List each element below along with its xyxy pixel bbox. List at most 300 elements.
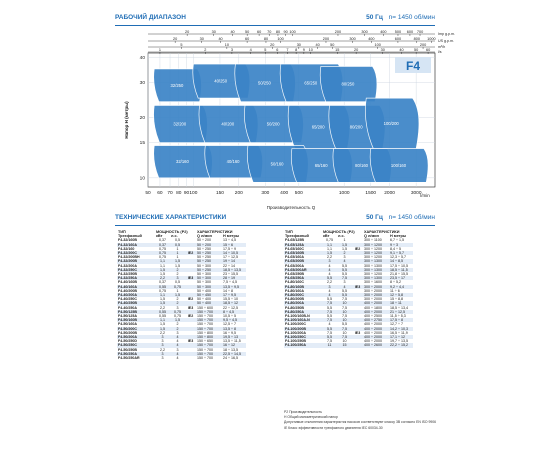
cell-kw: 1,5 <box>160 297 165 302</box>
cell-q: 150 ÷ 600 <box>197 305 213 310</box>
cell-kw: 5,5 <box>322 276 337 280</box>
chart-top-axes <box>148 30 455 54</box>
cell-h: 12,3 ÷ 5,7 <box>390 255 406 260</box>
x-tick-label: 100 <box>189 191 198 196</box>
cell-hp: 1,5 <box>170 259 185 263</box>
cell-model: F4-32/250A <box>117 276 155 280</box>
cell-ie: IE2 <box>185 251 196 255</box>
region-label: 80/200 <box>349 124 363 130</box>
cell-kw: 1,5 <box>160 322 165 327</box>
th-char-r: ХАРАКТЕРИСТИКИ <box>364 230 400 234</box>
cell-kw: 3 <box>155 352 170 356</box>
y-tick-label: 15 <box>139 141 145 147</box>
x-tick-label: 2000 <box>384 191 395 196</box>
cell-q: 50 ÷ 400 <box>196 301 222 305</box>
cell-h: 17,5 ÷ 9 <box>223 246 236 251</box>
top-tick-label: 300 <box>361 29 368 34</box>
cell-hp: 7,5 <box>337 276 352 280</box>
x-tick-label: 500 <box>294 191 303 196</box>
cell-q: 300 ÷ 1300 <box>363 259 389 263</box>
cell-q: 150 ÷ 700 <box>196 343 222 347</box>
cell-model: F4-32/200A <box>118 263 137 268</box>
cell-model: F4-50/160A <box>118 322 137 327</box>
cell-model: F4-40/250B <box>117 301 155 305</box>
cell-q: 300 ÷ 1100 <box>364 238 382 243</box>
cell-h: 15 ÷ 8,8 <box>390 297 403 302</box>
th-tri: Трехфазный <box>118 234 142 239</box>
cell-kw: 1,1 <box>155 293 170 297</box>
cell-hp: 2 <box>170 327 185 331</box>
cell-h: 17,5 ÷ 10,5 <box>390 263 408 268</box>
cell-h: 8,4 ÷ 5 <box>390 246 401 251</box>
region-label: 100/200 <box>383 120 399 126</box>
cell-h: 21,8 ÷ 15,5 <box>390 272 408 277</box>
top-tick-label: 60 <box>245 36 250 41</box>
top-tick-label: 100 <box>277 36 284 41</box>
cell-model: F4-50/125A <box>118 314 137 319</box>
cell-model: F4-32/250C <box>117 268 155 272</box>
th-kw-r: кВт <box>323 234 330 239</box>
cell-hp: 15 <box>337 343 352 347</box>
cell-model: F4-50/250D <box>118 339 137 344</box>
cell-kw: 2,2 <box>327 280 332 285</box>
cell-hp: 4 <box>170 352 185 356</box>
cell-q: 400 ÷ 1800 <box>364 305 382 310</box>
top-tick-label: 50 <box>330 42 335 47</box>
cell-model: F4-65/160B <box>284 251 322 255</box>
cell-model: F4-40/250C <box>118 297 137 302</box>
cell-kw: 2,2 <box>160 347 165 352</box>
cell-model: F4-32/200C <box>117 251 155 255</box>
top-tick-label: 30 <box>296 42 301 47</box>
cell-ie: IE2 <box>187 314 194 319</box>
cell-model: F4-40/200B <box>118 288 137 293</box>
cell-kw: 11 <box>322 343 337 347</box>
top-tick-label: 100 <box>374 42 381 47</box>
cell-h: 18 ÷ 11 <box>389 301 413 305</box>
cell-h: 12 ÷ 5,8 <box>389 293 413 297</box>
top-tick-label: 20 <box>270 42 275 47</box>
cell-h: 24 ÷ 16,5 <box>223 356 238 361</box>
cell-q: 400 ÷ 2000 <box>363 310 389 314</box>
cell-h: 8 ÷ 4,5 <box>222 310 246 314</box>
top-tick-label: 700 <box>416 29 424 34</box>
cell-model: F4-65/160C <box>285 246 304 251</box>
cell-h: 18 ÷ 13,5 <box>223 347 238 352</box>
cell-model: F4-32/250B <box>118 272 137 277</box>
cell-model: F4-32/160A <box>117 243 155 247</box>
cell-model: F4-80/160B <box>284 285 322 289</box>
cell-model: F4-80/200B <box>285 297 304 302</box>
cell-hp: 1 <box>343 238 346 243</box>
region-label: 80/250 <box>341 81 355 87</box>
top-tick-label: 200 <box>419 42 427 47</box>
cell-h: 9,5 ÷ 4,5 <box>222 318 246 322</box>
x-axis-label: Производительность Q <box>266 205 316 210</box>
cell-model: F4-100/160B-N <box>285 314 310 319</box>
cell-q: 300 ÷ 1300 <box>364 263 382 268</box>
cell-kw: 0,55 <box>155 285 170 289</box>
cell-hp: 5,5 <box>342 322 347 327</box>
cell-hp: 2 <box>176 272 179 277</box>
top-unit-ls: l/s <box>438 50 442 54</box>
region-label: 50/200 <box>266 121 280 127</box>
cell-h: 14 ÷ 10,5 <box>222 251 246 255</box>
cell-hp: 2 <box>337 251 352 255</box>
th-q-r: Q л/мин <box>364 234 379 239</box>
region-label: 40/200 <box>221 121 235 127</box>
cell-q: 150 ÷ 700 <box>196 327 222 331</box>
cell-h: 11,5 ÷ 5,3 <box>390 314 406 319</box>
top-tick-label: 15 <box>335 47 340 52</box>
cell-model: F4-32/160B <box>118 238 137 243</box>
cell-kw: 5,5 <box>327 297 332 302</box>
cell-kw: 0,75 <box>159 246 166 251</box>
cell-q: 150 ÷ 700 <box>196 318 222 322</box>
cell-q: 300 ÷ 1200 <box>363 251 389 255</box>
cell-q: 50 ÷ 250 <box>196 251 222 255</box>
cell-q: 50 ÷ 250 <box>197 246 211 251</box>
cell-hp: 1 <box>176 288 179 293</box>
x-tick-label: 150 <box>215 191 224 196</box>
cell-hp: 10 <box>337 301 352 305</box>
cell-kw: 4 <box>328 263 331 268</box>
top-tick-label: 20 <box>185 29 190 34</box>
cell-h: 16 ÷ 9,5 <box>223 330 236 335</box>
cell-kw: 1,5 <box>160 272 165 277</box>
th-type-r: ТИП <box>285 230 293 234</box>
x-tick-label: 1000 <box>338 191 350 196</box>
cell-hp: 1,5 <box>170 318 185 322</box>
cell-hp: 10 <box>342 330 347 335</box>
cell-kw: 1,1 <box>322 243 337 247</box>
cell-model: F4-80/200C <box>284 293 322 297</box>
x-tick-label: 80 <box>176 191 182 196</box>
cell-q: 50 ÷ 200 <box>196 243 222 247</box>
cell-q: 150 ÷ 700 <box>196 310 222 314</box>
cell-kw: 0,55 <box>155 310 170 314</box>
cell-model: F4-65/160A <box>285 255 304 260</box>
th-hp: л.с. <box>171 234 178 239</box>
cell-model: F4-50/200A <box>117 335 155 339</box>
cell-q: 300 ÷ 2000 <box>364 297 382 302</box>
x-unit-label: l/min <box>420 193 430 198</box>
y-tick-label: 20 <box>139 116 145 122</box>
cell-model: F4-100/160A-N <box>284 318 322 322</box>
y-axis-label: Напор H (метры) <box>124 101 129 139</box>
cell-kw: 4 <box>322 293 337 297</box>
cell-hp: 2 <box>176 322 179 327</box>
cell-q: 50 ÷ 200 <box>197 238 211 243</box>
cell-hp: 3 <box>176 305 179 310</box>
cell-q: 400 ÷ 2000 <box>363 327 389 331</box>
cell-model: F4-100/250A <box>284 343 322 347</box>
cell-hp: 3 <box>343 280 346 285</box>
cell-h: 8 ÷ 5,2 <box>390 280 401 285</box>
badge-text: F4 <box>405 59 421 73</box>
cell-hp: 7,5 <box>342 305 347 310</box>
cell-q: 300 ÷ 2000 <box>363 285 389 289</box>
cell-q: 300 ÷ 1300 <box>363 268 389 272</box>
x-tick-label: 3000 <box>410 191 422 196</box>
cell-h: 9 ÷ 3 <box>389 243 413 247</box>
cell-model: F4-65/125A <box>284 243 322 247</box>
cell-q: 150 ÷ 700 <box>197 314 213 319</box>
top-tick-label: 400 <box>380 29 387 34</box>
top-tick-label: 30 <box>211 29 216 34</box>
range-title: РАБОЧИЙ ДИАПАЗОН <box>115 14 186 21</box>
cell-ie: IE2 <box>354 246 361 251</box>
cell-hp: 4 <box>337 259 352 263</box>
top-unit-impgpm: Imp g.p.m. <box>438 32 455 36</box>
cell-model: F4-50/160B <box>117 318 155 322</box>
th-q: Q л/мин <box>197 234 212 239</box>
cell-hp: 0,75 <box>170 310 185 314</box>
cell-kw: 1,5 <box>155 327 170 331</box>
cell-q: 50 ÷ 300 <box>197 272 211 277</box>
cell-q: 400 ÷ 2500 <box>364 314 382 319</box>
th-hp-r: л.с. <box>338 234 345 239</box>
cell-kw: 4 <box>322 268 337 272</box>
cell-h: 15 ÷ 6 <box>222 243 246 247</box>
cell-kw: 2,2 <box>160 305 165 310</box>
top-tick-label: 50 <box>245 29 250 34</box>
cell-h: 13,5 ÷ 8 <box>222 327 246 331</box>
cell-q: 50 ÷ 300 <box>196 276 222 280</box>
cell-kw: 5,5 <box>322 335 337 339</box>
y-tick-label: 10 <box>139 176 145 182</box>
cell-h: 11 ÷ 6 <box>390 288 400 293</box>
top-tick-label: 8 <box>295 47 298 52</box>
region-label: 65/160 <box>314 162 328 168</box>
top-tick-label: 30 <box>199 36 204 41</box>
cell-kw: 0,75 <box>326 238 333 243</box>
top-tick-label: 1 <box>158 47 162 52</box>
cell-model: F4-100/200B <box>284 327 322 331</box>
cell-h: 19,5 ÷ 13 <box>222 335 246 339</box>
cell-model: F4-50/250AR <box>118 356 140 361</box>
region-label: 40/250 <box>214 78 228 84</box>
cell-hp: 1 <box>176 246 179 251</box>
cell-q: 50 ÷ 300 <box>197 263 211 268</box>
range-rpm: n= 1450 об/мин <box>388 14 435 21</box>
top-tick-label: 40 <box>315 42 320 47</box>
cell-kw: 1,5 <box>322 251 337 255</box>
note-line: Допустимые отклонения характеристик насосов соответствуют классу 3B согласно EN ISO 9906 <box>284 420 437 425</box>
cell-ie <box>185 356 196 360</box>
x-tick-label: 300 <box>261 191 270 196</box>
cell-q: 50 ÷ 250 <box>196 259 222 263</box>
cell-q: 150 ÷ 700 <box>196 352 222 356</box>
cell-ie: IE3 <box>185 276 196 280</box>
top-tick-label: 40 <box>230 29 235 34</box>
cell-hp: 5,5 <box>337 268 352 272</box>
cell-q: 300 ÷ 2000 <box>364 288 382 293</box>
cell-q: 150 ÷ 700 <box>197 356 213 361</box>
cell-q: 300 ÷ 1200 <box>364 255 382 260</box>
cell-kw: 3 <box>155 335 170 339</box>
cell-q: 50 ÷ 400 <box>197 288 211 293</box>
cell-h: 10,5 ÷ 5 <box>223 314 236 319</box>
cell-h: 22 ÷ 14 <box>223 263 235 268</box>
top-tick-label: 60 <box>425 47 431 52</box>
cell-model: F4-80/250B <box>285 305 304 310</box>
cell-hp: 0,5 <box>175 280 180 285</box>
cell-h: 7,5 ÷ 4,5 <box>223 280 237 285</box>
cell-model: F4-100/250C <box>284 335 322 339</box>
cell-h: 17 ÷ 12,5 <box>223 255 238 260</box>
cell-kw: 2,2 <box>327 255 332 260</box>
cell-model: F4-50/250C <box>117 343 155 347</box>
cell-kw: 1,5 <box>155 301 170 305</box>
cell-h: 21 ÷ 12,5 <box>389 310 413 314</box>
cell-h: 19,7 ÷ 13,5 <box>390 339 408 344</box>
top-tick-label: 20 <box>173 36 178 41</box>
cell-ie <box>352 343 363 347</box>
cell-hp: 10 <box>337 318 352 322</box>
cell-kw: 7,5 <box>322 301 337 305</box>
cell-hp: 1,5 <box>175 263 180 268</box>
top-tick-label: 80 <box>275 29 281 34</box>
cell-hp: 7,5 <box>342 297 347 302</box>
cell-kw: 0,75 <box>159 255 166 260</box>
cell-kw: 7,5 <box>327 330 332 335</box>
cell-kw: 1,5 <box>155 268 170 272</box>
cell-h: 6,7 ÷ 1,5 <box>390 238 404 243</box>
cell-ie: IE3 <box>187 339 194 344</box>
th-tri-r: Трехфазный <box>285 234 309 239</box>
notes-block <box>284 410 444 431</box>
cell-kw: 0,75 <box>159 288 166 293</box>
cell-kw: 4 <box>328 288 331 293</box>
cell-hp: 4 <box>176 339 179 344</box>
cell-hp: 7,5 <box>342 314 347 319</box>
cell-h: 28 ÷ 19 <box>222 276 246 280</box>
cell-q: 50 ÷ 450 <box>196 293 222 297</box>
cell-q: 300 ÷ 2000 <box>363 293 389 297</box>
cell-h: 9,2 ÷ 4,4 <box>389 285 413 289</box>
cell-hp: 1,5 <box>170 293 185 297</box>
cell-q: 400 ÷ 2000 <box>364 339 382 344</box>
cell-model: F4-80/200A <box>284 301 322 305</box>
cell-model: F4-100/200A <box>285 330 306 335</box>
cell-q: 50 ÷ 250 <box>197 255 211 260</box>
x-tick-label: 1500 <box>365 191 377 196</box>
cell-model: F4-40/160B <box>118 280 137 285</box>
cell-kw: 3 <box>161 339 164 344</box>
cell-hp: 1 <box>170 251 185 255</box>
cell-h: 13,5 ÷ 9,5 <box>222 285 246 289</box>
cell-q: 300 ÷ 1600 <box>364 280 382 285</box>
cell-q: 400 ÷ 2000 <box>364 330 382 335</box>
top-tick-label: 200 <box>322 36 330 41</box>
cell-h: 15,5 ÷ 10 <box>223 297 238 302</box>
top-tick-label: 60 <box>256 29 262 34</box>
top-tick-label: 7 <box>286 47 289 52</box>
top-tick-label: 4 <box>249 47 252 52</box>
cell-kw: 1,1 <box>155 318 170 322</box>
cell-q: 50 ÷ 250 <box>196 268 222 272</box>
cell-model: F4-50/250B <box>118 347 137 352</box>
cell-hp: 10 <box>342 339 347 344</box>
cell-model: F4-50/200C <box>117 327 155 331</box>
cell-hp: 5,5 <box>342 288 347 293</box>
cell-h: 16,5 ÷ 11,9 <box>390 330 408 335</box>
th-h-r: H метры <box>390 234 407 239</box>
specs-title: ТЕХНИЧЕСКИЕ ХАРАКТЕРИСТИКИ <box>115 214 227 221</box>
cell-h: 18,5 ÷ 13,4 <box>390 305 408 310</box>
cell-kw: 5,5 <box>322 327 337 331</box>
top-tick-label: 50 <box>414 47 419 52</box>
cell-h: 22,5 ÷ 14,5 <box>222 352 246 356</box>
top-tick-label: 3 <box>230 47 233 52</box>
region-label: 32/160 <box>176 159 189 165</box>
cell-kw: 0,55 <box>159 314 166 319</box>
cell-model: F4-65/200AR <box>284 268 322 272</box>
x-tick-label: 90 <box>183 191 190 196</box>
th-kw: кВт <box>156 234 163 239</box>
cell-hp: 4 <box>170 335 185 339</box>
th-char: ХАРАКТЕРИСТИКИ <box>197 230 233 234</box>
cell-hp: 5,5 <box>337 293 352 297</box>
cell-q: 400 ÷ 2750 <box>363 318 389 322</box>
cell-model: F4-100/250B <box>285 339 306 344</box>
cell-kw: 3 <box>155 343 170 347</box>
cell-model: F4-65/250B <box>285 272 304 277</box>
specs-header-right <box>366 214 435 221</box>
cell-h: 23,5 ÷ 17 <box>389 276 413 280</box>
cell-q: 150 ÷ 800 <box>197 330 213 335</box>
cell-h: 18,5 ÷ 11,5 <box>389 268 413 272</box>
cell-hp: 4 <box>170 343 185 347</box>
cell-kw: 0,37 <box>155 243 170 247</box>
cell-h: 17,1 ÷ 12 <box>389 335 413 339</box>
th-power: МОЩНОСТЬ (P2) <box>156 230 188 234</box>
cell-model: F4-65/200B <box>284 259 322 263</box>
cell-model: F4-65/250A <box>284 276 322 280</box>
cell-hp: 2 <box>170 268 185 272</box>
cell-q: 50 ÷ 300 <box>196 285 222 289</box>
region-label: 65/200 <box>311 124 325 130</box>
cell-hp: 3 <box>170 276 185 280</box>
cell-kw: 5,5 <box>327 305 332 310</box>
x-tick-label: 50 <box>145 191 151 196</box>
top-tick-label: 80 <box>263 36 269 41</box>
cell-kw: 7,5 <box>322 310 337 314</box>
top-unit-m3h: m³/h <box>438 45 446 49</box>
top-tick-label: 100 <box>289 29 296 34</box>
cell-q: 50 ÷ 300 <box>197 280 211 285</box>
cell-hp: 0,75 <box>170 285 185 289</box>
note-line: P2 Производительность <box>284 410 322 414</box>
region-label: 65/250 <box>304 80 318 86</box>
cell-model: F4-80/250A <box>284 310 322 314</box>
cell-hp: 5,5 <box>342 272 347 277</box>
x-tick-label: 70 <box>167 191 173 196</box>
cell-q: 50 ÷ 400 <box>197 297 211 302</box>
cell-kw: 1,1 <box>160 263 165 268</box>
cell-q: 300 ÷ 1200 <box>364 246 382 251</box>
region-label: 50/250 <box>257 80 271 86</box>
cell-kw: 3 <box>161 356 164 361</box>
cell-hp: 2 <box>170 301 185 305</box>
x-tick-label: 200 <box>234 191 243 196</box>
top-tick-label: 5 <box>264 47 267 52</box>
cell-model: F4-65/125B <box>285 238 304 243</box>
cell-model: F4-80/160C <box>285 280 304 285</box>
table-row <box>117 356 246 360</box>
top-tick-label: 40 <box>399 47 404 52</box>
